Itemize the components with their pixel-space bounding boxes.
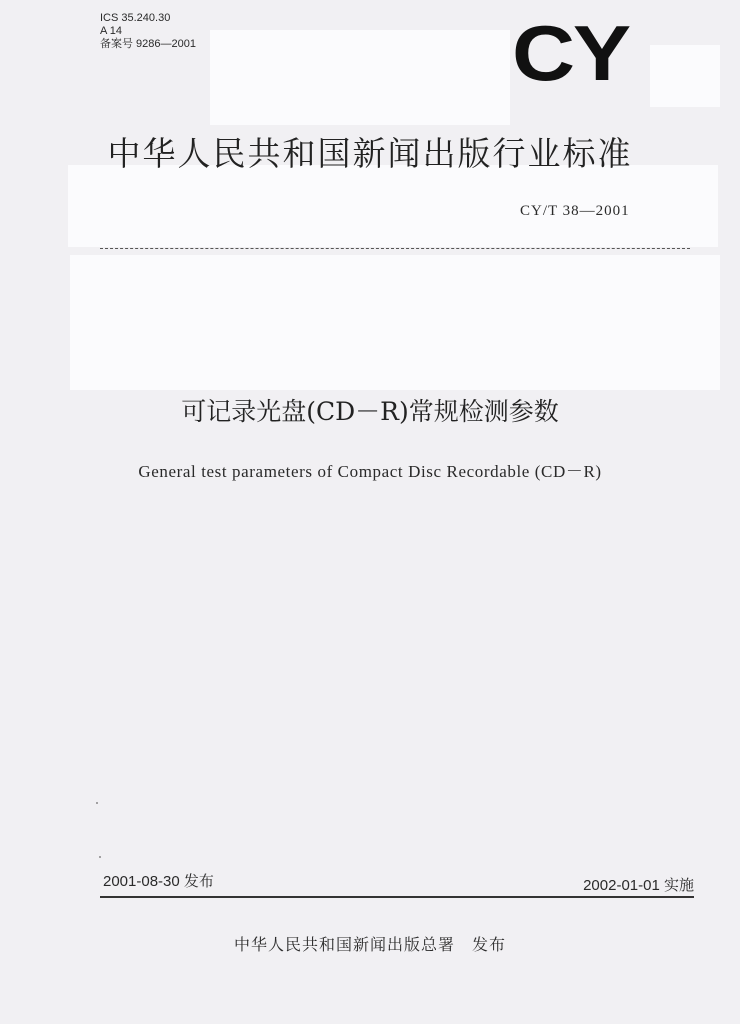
scan-patch (210, 30, 510, 125)
category-code: A 14 (100, 25, 123, 37)
standard-title: 中华人民共和国新闻出版行业标准 (107, 134, 633, 173)
filing-number: 备案号 9286—2001 (100, 38, 196, 50)
scan-patch (650, 45, 720, 107)
standard-code: CY/T 38—2001 (520, 203, 630, 219)
issue-date: 2001-08-30 发布 (103, 873, 214, 890)
document-title-english: General test parameters of Compact Disc Recordable (CD－R) (138, 462, 602, 481)
publisher: 中华人民共和国新闻出版总署 发布 (233, 935, 506, 954)
classification-block (100, 12, 196, 51)
document-title-chinese: 可记录光盘(CD－R)常规检测参数 (181, 397, 559, 426)
implementation-date: 2002-01-01 实施 (583, 877, 694, 894)
footer-divider (100, 896, 694, 898)
scan-speck (99, 856, 101, 858)
scan-speck (96, 802, 98, 804)
ics-code: ICS 35.240.30 (100, 12, 171, 24)
scan-patch (70, 255, 720, 390)
header-divider (100, 248, 690, 249)
cy-logo: CY (512, 9, 629, 97)
